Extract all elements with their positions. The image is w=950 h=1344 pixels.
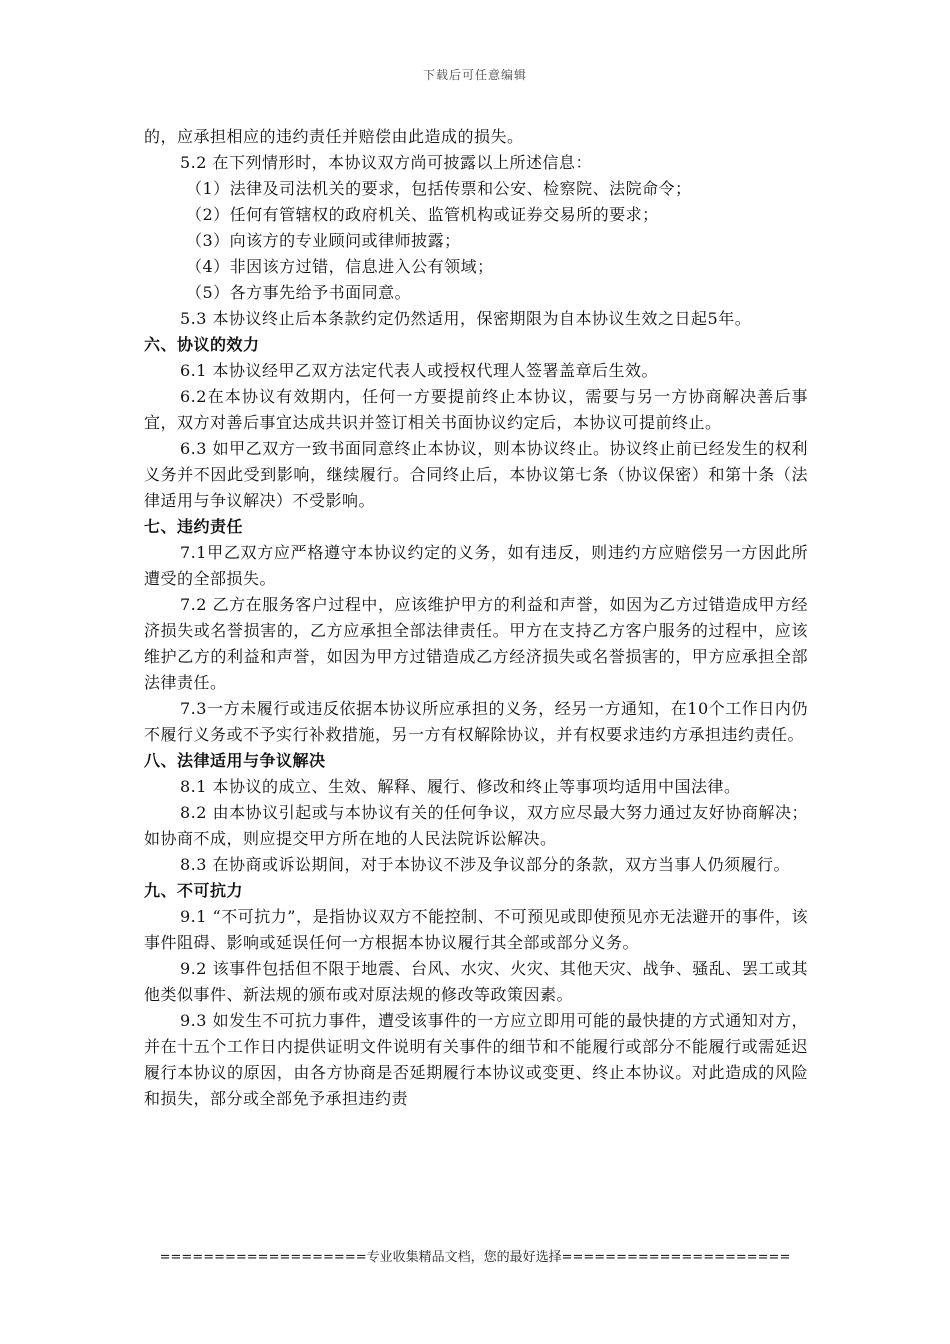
- list-item-1: （1）法律及司法机关的要求，包括传票和公安、检察院、法院命令；: [186, 179, 692, 198]
- clause-5-3: 5.3 本协议终止后本条款约定仍然适用，保密期限为自本协议生效之日起5年。: [180, 309, 752, 328]
- clause-5-2: 5.2 在下列情形时，本协议双方尚可披露以上所述信息：: [180, 153, 593, 172]
- section-heading-7: 七、违约责任: [144, 517, 244, 536]
- clause-7-1: 7.1甲乙双方应严格遵守本协议约定的义务，如有违反，则违约方应赔偿另一方因此所遭受的全部损失。: [144, 543, 808, 588]
- clause-9-2: 9.2 该事件包括但不限于地震、台风、水灾、火灾、其他天灾、战争、骚乱、罢工或其他类似事件、新法规的颁布或对原法规的修改等政策因素。: [144, 959, 808, 1004]
- clause-9-3: 9.3 如发生不可抗力事件，遭受该事件的一方应立即用可能的最快捷的方式通知对方，并在十五个工作日内提供证明文件说明有关事件的细节和不能履行或部分不能履行或需延迟履行本协议的原因，由各方协商是否延期履行本协议或变更、终止本协议。对此造成的风险和损失，部分或全部免予承担违约责: [144, 1011, 808, 1108]
- list-item-2: （2）任何有管辖权的政府机关、监管机构或证券交易所的要求；: [186, 205, 659, 224]
- section-heading-9: 九、不可抗力: [144, 881, 244, 900]
- section-heading-6: 六、协议的效力: [144, 335, 260, 354]
- clause-7-3: 7.3一方未履行或违反依据本协议所应承担的义务，经另一方通知，在10个工作日内仍不履行义务或不予实行补救措施，另一方有权解除协议，并有权要求违约方承担违约责任。: [144, 699, 808, 744]
- page-header: 下载后可任意编辑: [422, 68, 527, 82]
- list-item-4: （4）非因该方过错，信息进入公有领域；: [186, 257, 494, 276]
- clause-6-1: 6.1 本协议经甲乙双方法定代表人或授权代理人签署盖章后生效。: [180, 361, 659, 380]
- list-item-5: （5）各方事先给予书面同意。: [186, 283, 412, 302]
- document-body: [144, 124, 808, 1112]
- clause-8-3: 8.3 在协商或诉讼期间，对于本协议不涉及争议部分的条款，双方当事人仍须履行。: [180, 855, 791, 874]
- section-heading-8: 八、法律适用与争议解决: [144, 751, 326, 770]
- clause-8-1: 8.1 本协议的成立、生效、解释、履行、修改和终止等事项均适用中国法律。: [180, 777, 741, 796]
- list-item-3: （3）向该方的专业顾问或律师披露；: [186, 231, 461, 250]
- clause-7-2: 7.2 乙方在服务客户过程中，应该维护甲方的利益和声誉，如因为乙方过错造成甲方经济损失或名誉损害的，乙方应承担全部法律责任。甲方在支持乙方客户服务的过程中，应该维护乙方的利益和声誉，如因为甲方过错造成乙方经济损失或名誉损害的，甲方应承担全部法律责任。: [144, 595, 808, 692]
- clause-6-2: 6.2在本协议有效期内，任何一方要提前终止本协议，需要与另一方协商解决善后事宜，双方对善后事宜达成共识并签订相关书面协议约定后，本协议可提前终止。: [144, 387, 808, 432]
- paragraph-continuation: 的，应承担相应的违约责任并赔偿由此造成的损失。: [144, 127, 524, 146]
- clause-6-3: 6.3 如甲乙双方一致书面同意终止本协议，则本协议终止。协议终止前已经发生的权利义务并不因此受到影响，继续履行。合同终止后，本协议第七条（协议保密）和第十条（法律适用与争议解决）不受影响。: [144, 439, 808, 510]
- clause-9-1: 9.1 “不可抗力”，是指协议双方不能控制、不可预见或即使预见亦无法避开的事件，该事件阻碍、影响或延误任何一方根据本协议履行其全部或部分义务。: [144, 907, 808, 952]
- clause-8-2: 8.2 由本协议引起或与本协议有关的任何争议，双方应尽最大努力通过友好协商解决；如协商不成，则应提交甲方所在地的人民法院诉讼解决。: [144, 803, 808, 848]
- page-footer: ===================专业收集精品文档，您的最好选择=====================: [159, 1250, 791, 1265]
